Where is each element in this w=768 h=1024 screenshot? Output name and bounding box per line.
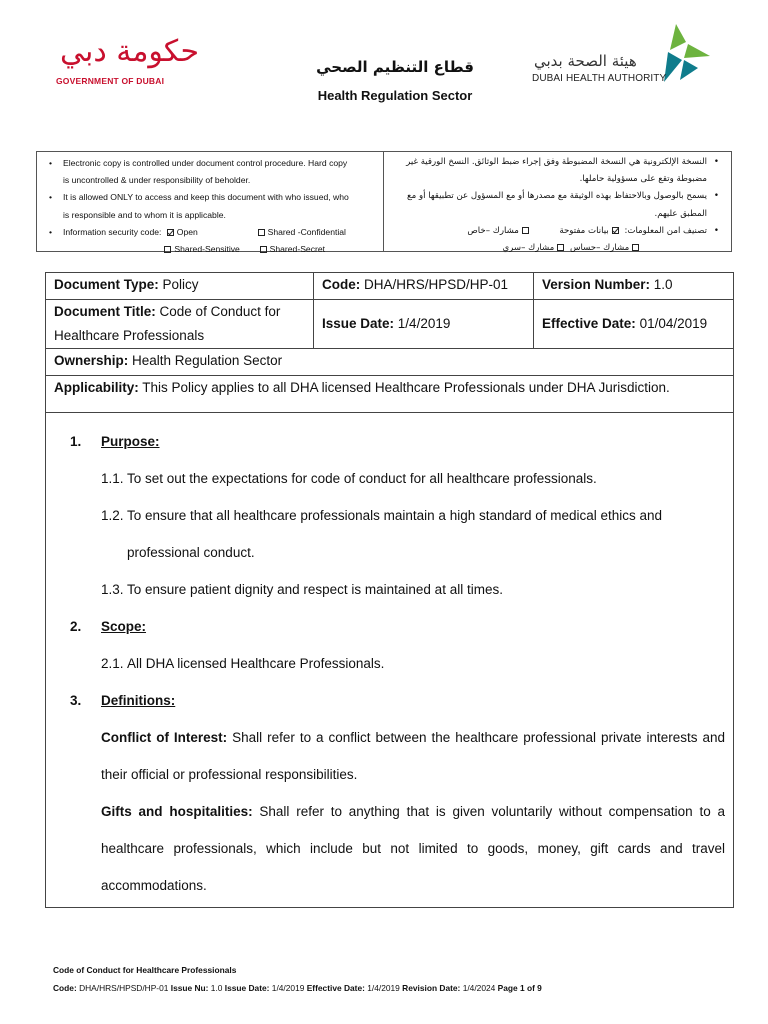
dubai-health-authority-logo — [530, 22, 720, 92]
footer-code-label: Code: — [53, 983, 77, 993]
item-text-continued: professional conduct. — [127, 545, 255, 560]
section-title: Definitions: — [101, 693, 176, 708]
effective-date-cell — [534, 300, 733, 348]
control-line: • Electronic copy is controlled under document control procedure. Hard copy — [47, 155, 379, 172]
list-item — [70, 571, 725, 608]
item-number: 1.1. — [101, 471, 124, 486]
control-line: is responsible and to whom it is applicable. — [63, 209, 226, 220]
option-secret: Shared-Secret — [269, 244, 326, 255]
page-footer — [53, 961, 542, 997]
dha-logo-arabic: هيئة الصحة بدبي — [534, 52, 637, 70]
section-title: Scope: — [101, 619, 147, 634]
footer-issue-date-label: Issue Date: — [224, 983, 270, 993]
item-number: 1.3. — [101, 582, 124, 597]
footer-effective-date-label: Effective Date: — [306, 983, 365, 993]
government-of-dubai-logo — [52, 34, 200, 90]
applicability-value: This Policy applies to all DHA licensed Healthcare Professionals under DHA Jurisdiction. — [142, 380, 670, 395]
effective-date-value: 01/04/2019 — [639, 316, 708, 331]
definition-term: Gifts and hospitalities: — [101, 804, 253, 819]
footer-effective-date-value: 1/4/2019 — [367, 983, 400, 993]
ownership-row — [46, 349, 733, 376]
sensitive-checkbox-icon — [164, 246, 171, 253]
gov-logo-english: GOVERNMENT OF DUBAI — [56, 76, 165, 86]
security-code-line — [47, 224, 379, 241]
footer-page-number: Page 1 of 9 — [497, 983, 542, 993]
gov-logo-arabic: حكومة دبي — [60, 34, 200, 69]
secret-checkbox-icon — [260, 246, 267, 253]
open-checkbox-checked-icon — [167, 229, 174, 236]
control-notice-english — [37, 152, 384, 255]
section-number: 2. — [70, 619, 82, 634]
list-item — [70, 497, 725, 571]
version-value: 1.0 — [653, 277, 673, 292]
control-line: • It is allowed ONLY to access and keep this document with who issued, who — [47, 189, 379, 206]
security-code-label: Information security code: — [63, 226, 162, 237]
option-secret-ar: مشارك –سري — [502, 243, 555, 254]
section-heading-purpose — [70, 423, 725, 460]
definition-conflict-of-interest — [70, 719, 725, 793]
section-number: 1. — [70, 434, 82, 449]
document-control-notice — [36, 151, 732, 255]
option-sensitive: Shared-Sensitive — [174, 244, 240, 255]
section-heading-definitions — [70, 682, 725, 719]
list-item — [70, 460, 725, 497]
footer-code-value: DHA/HRS/HPSD/HP-01 — [79, 983, 169, 993]
section-title: Purpose: — [101, 434, 160, 449]
version-label: Version Number: — [542, 277, 651, 292]
issue-date-label: Issue Date: — [322, 316, 395, 331]
control-line-ar: • يسمح بالوصول وبالاحتفاظ بهذه الوثيقة مع مصدرها أو مع المسؤول عن تطبيقها أو مع — [388, 188, 721, 205]
code-cell — [314, 273, 534, 299]
sector-title-arabic: قطاع التنظيم الصحي — [316, 58, 474, 76]
document-title-cell — [46, 300, 314, 348]
definition-gifts-and-hospitalities — [70, 793, 725, 904]
item-number: 2.1. — [101, 656, 124, 671]
document-title-label: Document Title: — [54, 304, 156, 319]
document-type-cell — [46, 273, 314, 299]
footer-issue-date-value: 1/4/2019 — [271, 983, 305, 993]
document-body — [46, 413, 733, 904]
dha-logo-english: DUBAI HEALTH AUTHORITY — [532, 73, 667, 84]
item-text: All DHA licensed Healthcare Professionals. — [127, 656, 385, 671]
option-open-ar: بيانات مفتوحة — [559, 225, 609, 236]
code-label: Code: — [322, 277, 361, 292]
security-code-line-2 — [47, 241, 379, 258]
list-item — [70, 645, 725, 682]
secret-checkbox-icon — [557, 244, 564, 251]
version-cell — [534, 273, 733, 299]
item-number: 1.2. — [101, 508, 124, 523]
control-line-ar: مضبوطة وتقع على مسؤولية حاملها. — [579, 174, 707, 185]
footer-revision-date-value: 1/4/2024 — [462, 983, 496, 993]
footer-revision-date-label: Revision Date: — [402, 983, 461, 993]
sensitive-checkbox-icon — [632, 244, 639, 251]
sector-title-english: Health Regulation Sector — [317, 88, 473, 103]
option-sensitive-ar: مشارك –حساس — [570, 243, 630, 254]
control-line-ar: • النسخة الإلكترونية هي النسخة المضبوطة وفق إجراء ضبط الوثائق. النسخ الورقية غير — [388, 154, 721, 171]
definition-text: Shall refer to anything that is given voluntarily without compensation to a healthcare professionals, which include but not limited to goods, money, gift cards and travel accommodations. — [101, 804, 726, 893]
ownership-label: Ownership: — [54, 353, 129, 368]
item-text: To ensure patient dignity and respect is maintained at all times. — [127, 582, 503, 597]
applicability-label: Applicability: — [54, 380, 139, 395]
footer-issue-nu-value: 1.0 — [210, 983, 223, 993]
control-line: is uncontrolled & under responsibility of beholder. — [63, 175, 251, 186]
footer-document-title: Code of Conduct for Healthcare Professionals — [53, 965, 237, 975]
control-line-ar: المطبق عليهم. — [654, 208, 707, 219]
footer-issue-nu-label: Issue Nu: — [170, 983, 209, 993]
definition-term: Conflict of Interest: — [101, 730, 228, 745]
policy-document — [45, 272, 734, 908]
document-type-value: Policy — [162, 277, 199, 292]
item-text: To set out the expectations for code of conduct for all healthcare professionals. — [127, 471, 597, 486]
definition-text: Shall refer to a conflict between the healthcare professional private interests and their official or professional responsibilities. — [101, 730, 725, 782]
option-confidential: Shared -Confidential — [267, 226, 346, 237]
issue-date-value: 1/4/2019 — [397, 316, 451, 331]
applicability-row — [46, 376, 733, 413]
option-open: Open — [176, 226, 198, 237]
code-value: DHA/HRS/HPSD/HP-01 — [364, 277, 509, 292]
metadata-row-2 — [46, 300, 733, 349]
section-heading-scope — [70, 608, 725, 645]
option-private-ar: مشارك –خاص — [467, 225, 519, 236]
security-code-label-ar: تصنيف امن المعلومات: — [624, 225, 707, 236]
effective-date-label: Effective Date: — [542, 316, 636, 331]
security-code-line-ar — [388, 223, 721, 240]
security-code-line-2-ar — [388, 240, 721, 257]
document-type-label: Document Type: — [54, 277, 159, 292]
confidential-checkbox-icon — [258, 229, 265, 236]
section-number: 3. — [70, 693, 82, 708]
footer-metadata — [53, 979, 542, 997]
private-checkbox-icon — [522, 227, 529, 234]
item-text: To ensure that all healthcare professionals maintain a high standard of medical ethics and — [127, 508, 663, 523]
issue-date-cell — [314, 300, 534, 348]
metadata-row-1 — [46, 273, 733, 300]
control-notice-arabic — [384, 152, 731, 254]
ownership-value: Health Regulation Sector — [132, 353, 283, 368]
document-title-value-1: Code of Conduct for — [159, 304, 281, 319]
open-checkbox-checked-icon — [612, 227, 619, 234]
document-title-value-2: Healthcare Professionals — [54, 328, 205, 343]
